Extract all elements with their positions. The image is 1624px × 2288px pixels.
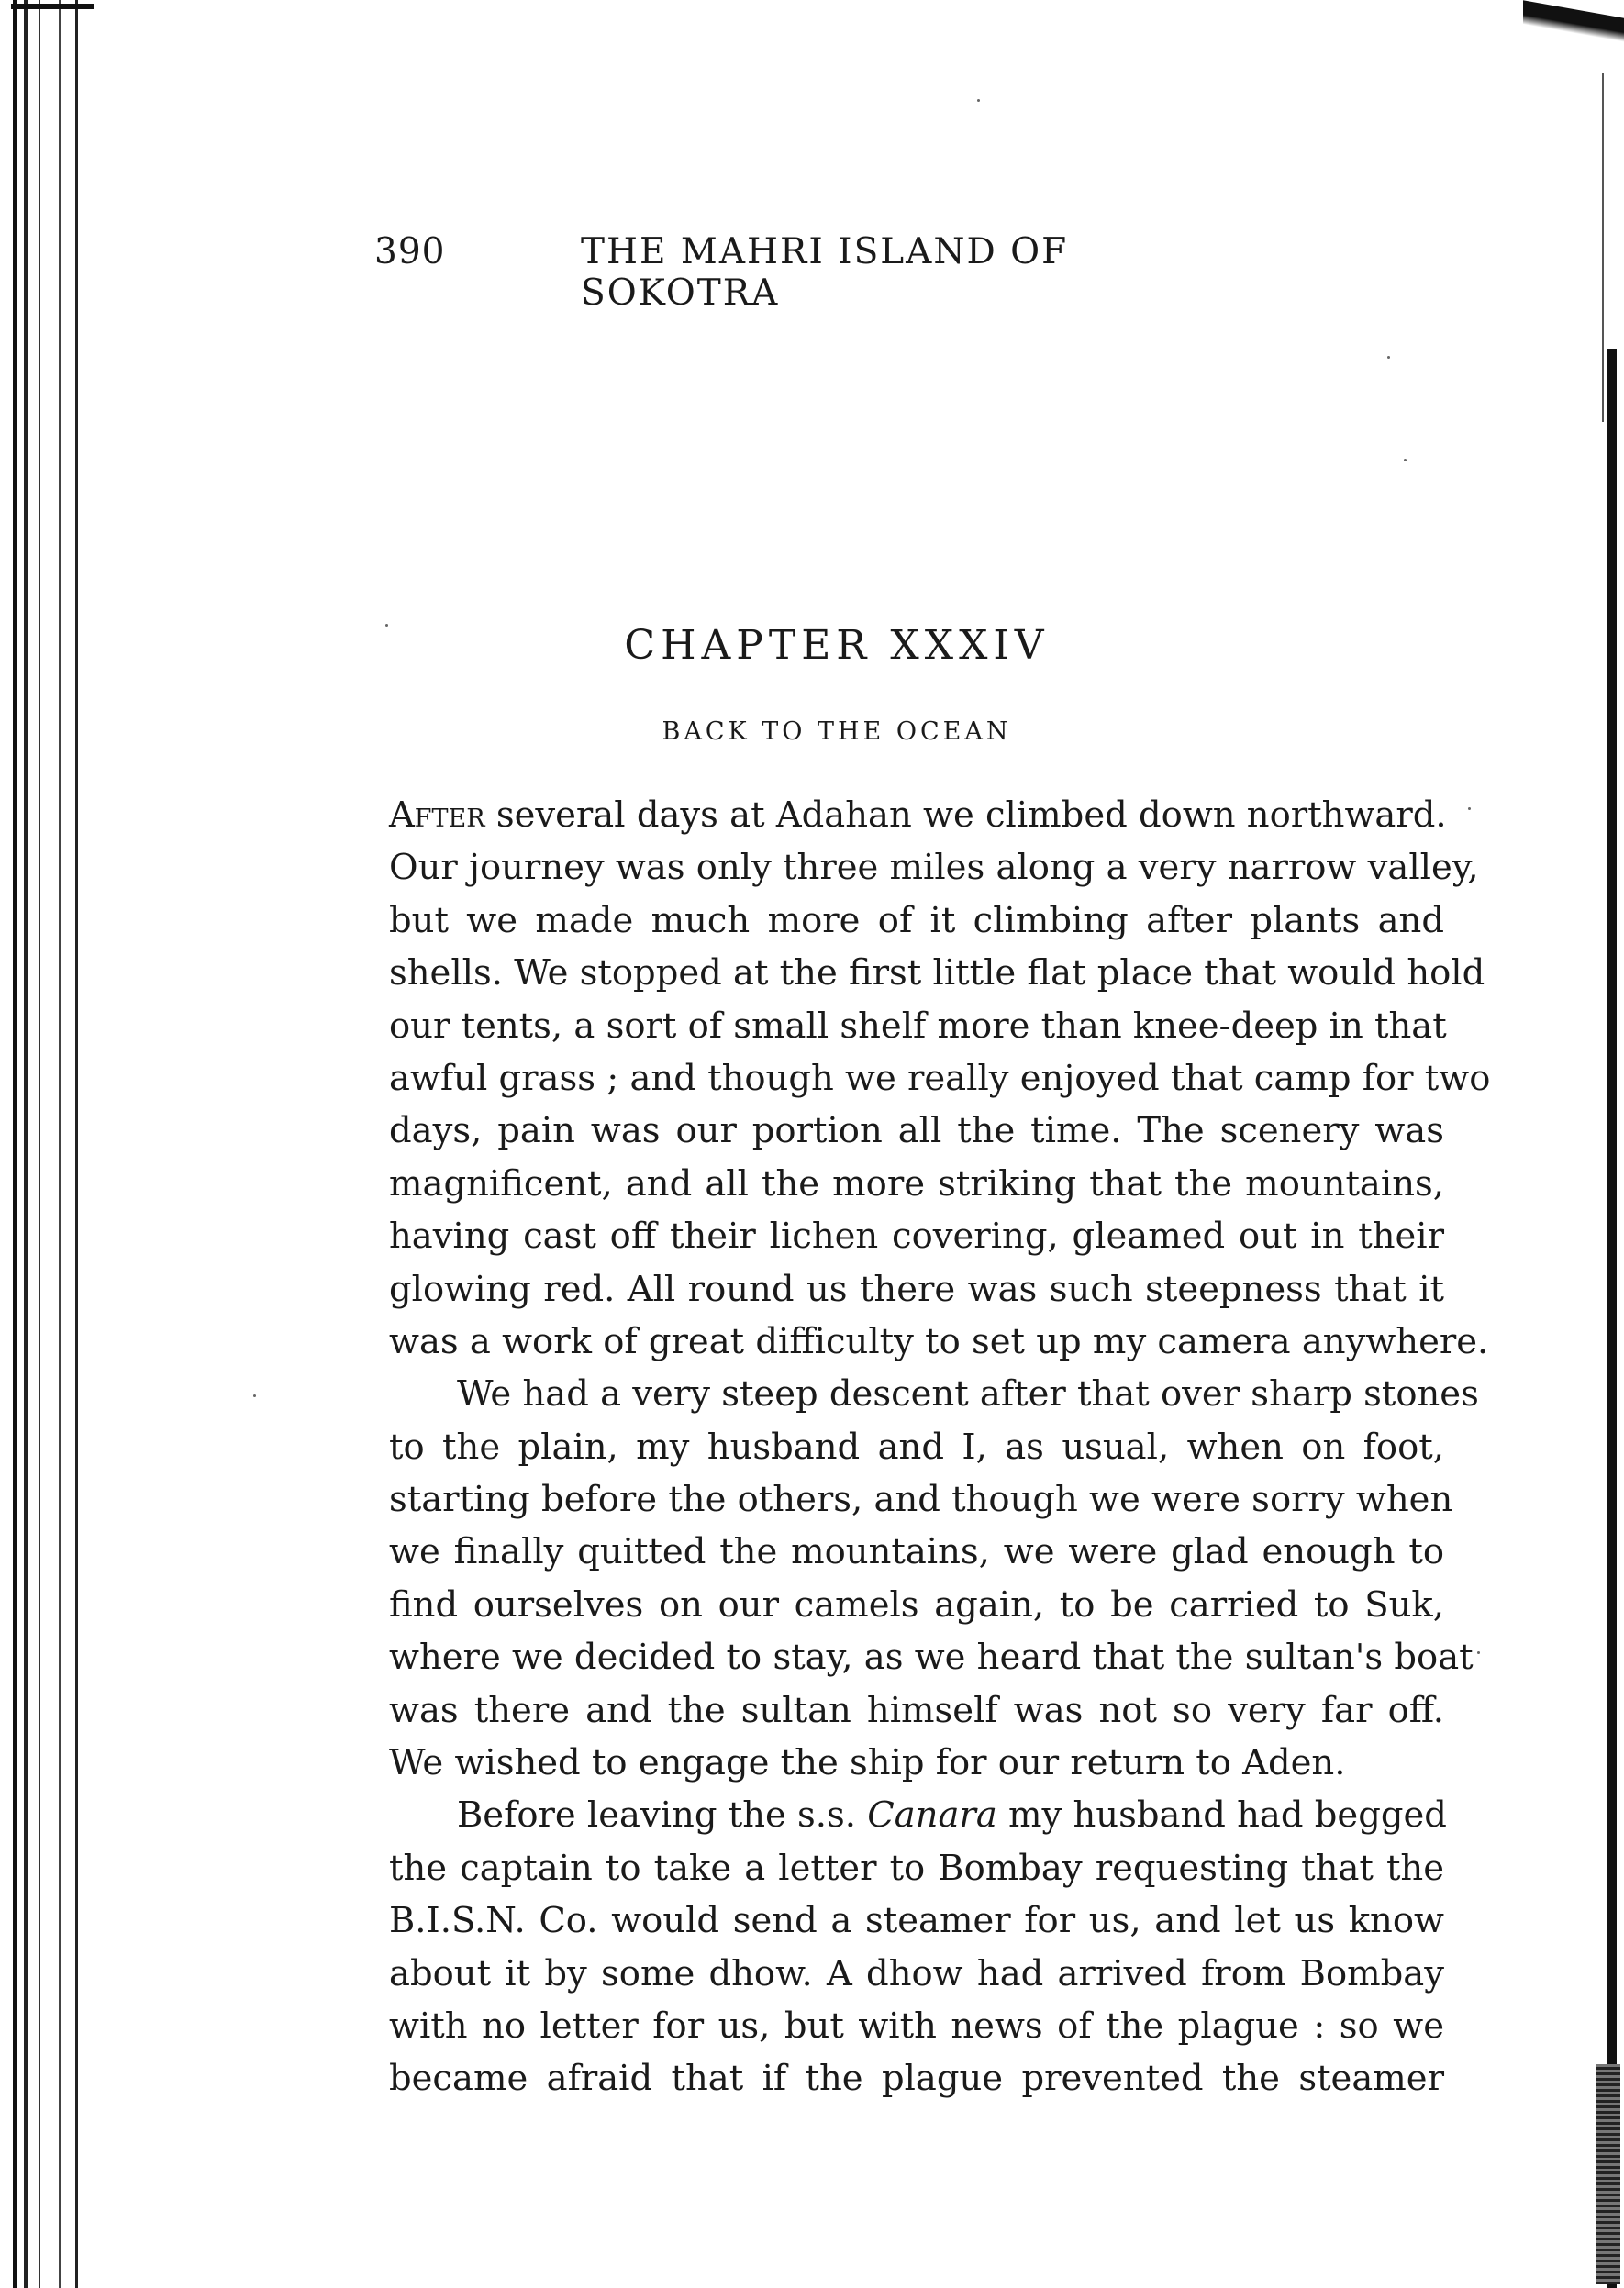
text-line: the captain to take a letter to Bombay requesting that the	[389, 1847, 1444, 1889]
page-edge-line-right	[1602, 73, 1604, 422]
text-line: glowing red. All round us there was such steepness that it	[389, 1268, 1444, 1310]
page-number: 390	[374, 231, 446, 272]
text-line	[389, 789, 1447, 841]
scan-speck	[1387, 356, 1390, 359]
running-title: THE MAHRI ISLAND OF SOKOTRA	[581, 231, 1069, 314]
text-line: we finally quitted the mountains, we were glad enough to	[389, 1531, 1444, 1573]
text-line: starting before the others, and though we were sorry when	[389, 1479, 1453, 1521]
chapter-subtitle: BACK TO THE OCEAN	[662, 717, 1012, 746]
text-line: to the plain, my husband and I, as usual, when on foot,	[389, 1426, 1444, 1468]
scan-speck	[1477, 1651, 1480, 1654]
text-line: B.I.S.N. Co. would send a steamer for us, and let us know	[389, 1900, 1444, 1942]
text-line-content: Before leaving the s.s.	[457, 1794, 868, 1837]
ship-name: Canara	[867, 1794, 997, 1837]
text-line: We had a very steep descent after that over sharp stones	[457, 1373, 1479, 1416]
binding-shadow-left	[7, 0, 92, 2288]
text-line: was there and the sultan himself was not so very far off.	[389, 1689, 1444, 1731]
text-line: our tents, a sort of small shelf more than knee-deep in that	[389, 1005, 1447, 1047]
scan-artifact-right	[1596, 2064, 1620, 2284]
chapter-title: CHAPTER XXXIV	[624, 622, 1050, 669]
body-text	[389, 789, 1491, 2105]
text-line: having cast off their lichen covering, gleamed out in their	[389, 1216, 1444, 1258]
running-head	[374, 231, 1277, 314]
scan-speck	[977, 99, 980, 102]
text-line: became afraid that if the plague prevented the steamer	[389, 2058, 1444, 2100]
text-line-content: several days at Adahan we climbed down northward.	[484, 794, 1447, 836]
text-line: days, pain was our portion all the time. The scenery was	[389, 1110, 1444, 1152]
text-line: where we decided to stay, as we heard that the sultan's boat	[389, 1637, 1474, 1679]
text-line: about it by some dhow. A dhow had arrived from Bombay	[389, 1952, 1444, 1994]
binding-shadow-left-top	[11, 4, 94, 46]
text-line: was a work of great difficulty to set up my camera anywhere.	[389, 1320, 1489, 1362]
opening-word: After	[389, 794, 485, 836]
binding-shadow-right	[1607, 349, 1617, 2288]
text-line: find ourselves on our camels again, to be carried to Suk,	[389, 1583, 1444, 1626]
scan-speck	[253, 1394, 256, 1397]
page-curl-right-top	[1523, 0, 1624, 73]
scan-speck	[1404, 459, 1407, 461]
text-line: but we made much more of it climbing after plants and	[389, 899, 1444, 941]
text-line	[389, 1789, 1447, 1841]
text-line: We wished to engage the ship for our return to Aden.	[389, 1742, 1346, 1784]
text-line-content: my husband had begged	[996, 1794, 1447, 1837]
text-line: magnificent, and all the more striking that the mountains,	[389, 1162, 1444, 1205]
text-line: shells. We stopped at the first little flat place that would hold	[389, 952, 1485, 994]
text-line: with no letter for us, but with news of the plague : so we	[389, 2005, 1444, 2047]
text-line: awful grass ; and though we really enjoyed that camp for two	[389, 1057, 1491, 1099]
scan-speck	[1468, 807, 1471, 810]
text-line: Our journey was only three miles along a very narrow valley,	[389, 847, 1479, 889]
